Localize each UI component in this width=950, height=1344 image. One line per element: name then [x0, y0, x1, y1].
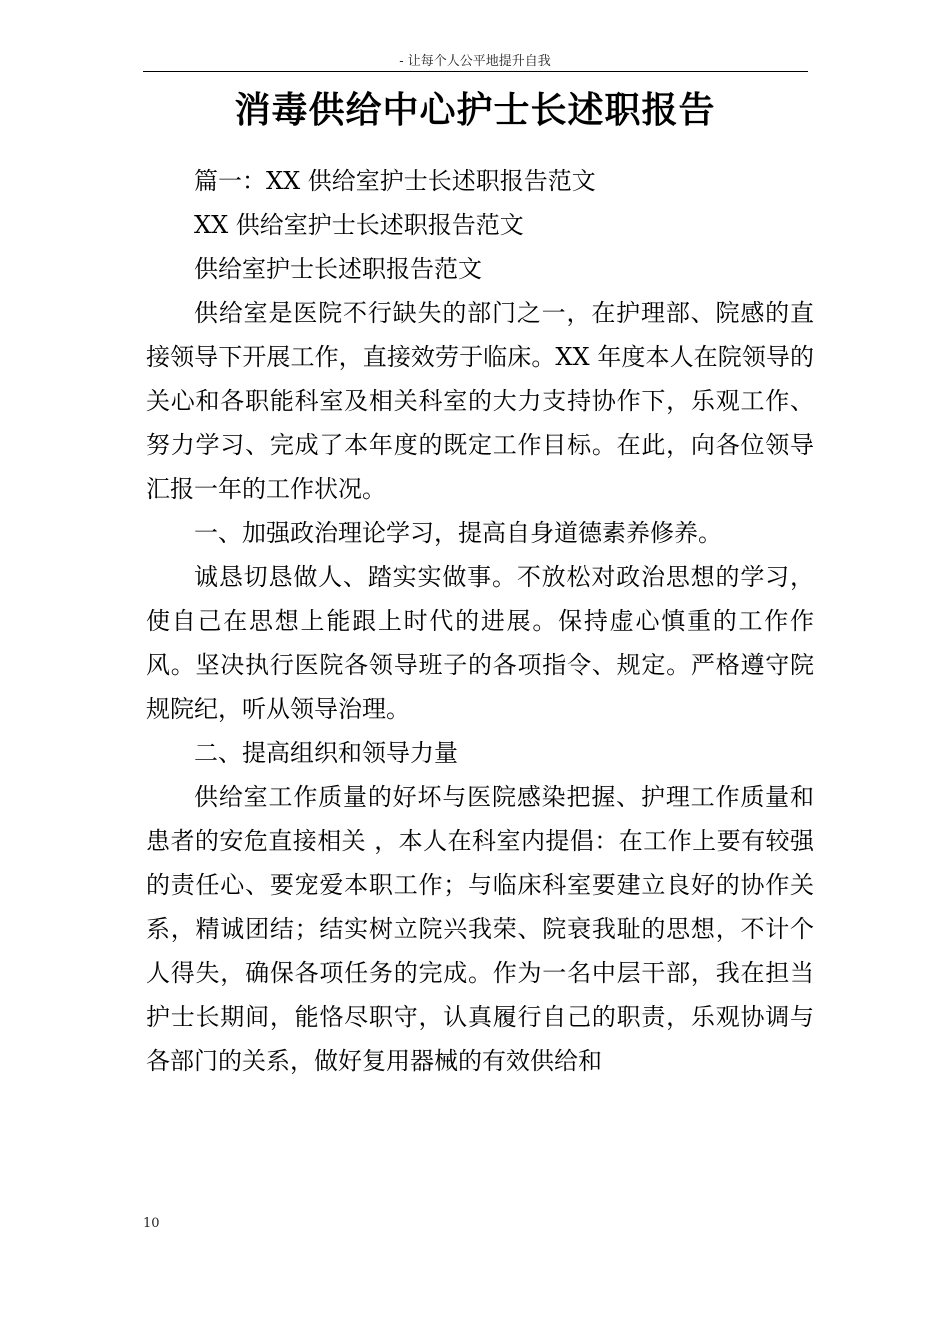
document-body	[146, 159, 814, 1083]
paragraph-heading-politics: 一、加强政治理论学习，提高自身道德素养修养。	[194, 519, 722, 547]
header-divider	[143, 71, 808, 72]
paragraph-subtitle: XX 供给室护士长述职报告范文	[194, 211, 524, 239]
paragraph-politics: 诚恳切恳做人、踏实实做事。不放松对政治思想的学习， 使自己在思想上能跟上时代的进展。保持虚心慎重的工作作风。坚决执行医院各领导班子的各项指令、规定。严格遵守院规院纪，听从领导治理。	[146, 563, 814, 723]
paragraph-heading-leadership: 二、提高组织和领导力量	[194, 739, 458, 767]
paragraph-subtitle-2: 供给室护士长述职报告范文	[194, 255, 482, 283]
page-number: 10	[143, 1216, 160, 1231]
document-title: 消毒供给中心护士长述职报告	[234, 89, 716, 131]
paragraph-intro: 供给室是医院不行缺失的部门之一，在护理部、院感的直接领导下开展工作，直接效劳于临床。XX 年度本人在院领导的关心和各职能科室及相关科室的大力支持协作下，乐观工作、努力学习、完成了本年度的既定工作目标。在此，向各位领导汇报一年的工作状况。	[146, 299, 814, 503]
paragraph-section-heading-1: 篇一：XX 供给室护士长述职报告范文	[194, 167, 596, 195]
page-header-slogan: - 让每个人公平地提升自我	[399, 54, 551, 69]
paragraph-leadership: 供给室工作质量的好坏与医院感染把握、护理工作质量和患者的安危直接相关 ，本人在科室内提倡：在工作上要有较强的责任心、要宠爱本职工作；与临床科室要建立良好的协作关系，精诚团结；结实树立院兴我荣、院衰我耻的思想，不计个人得失，确保各项任务的完成。作为一名中层干部，我在担当护士长期间，能恪尽职守，认真履行自己的职责，乐观协调与各部门的关系，做好复用器械的有效供给和	[146, 783, 814, 1075]
